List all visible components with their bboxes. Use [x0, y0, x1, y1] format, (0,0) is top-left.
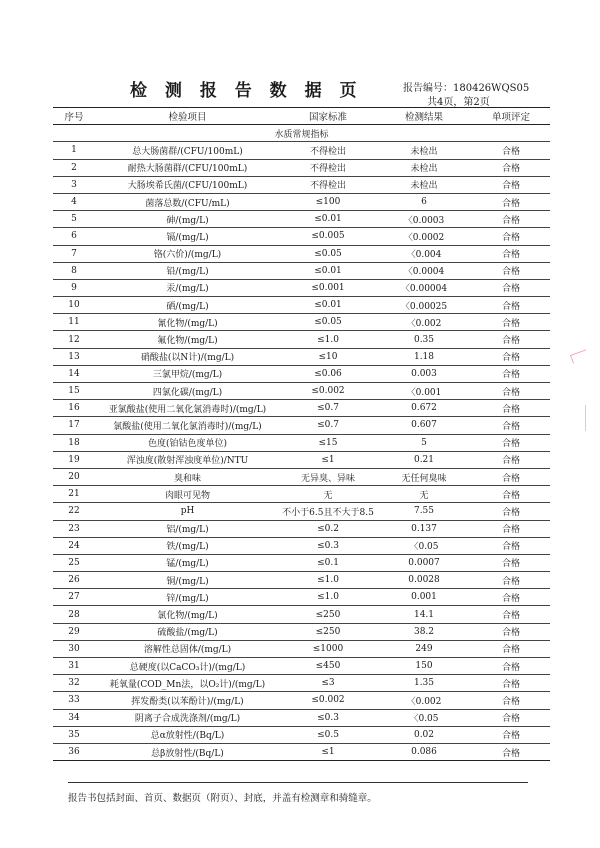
- cell-standard: ≤0.7: [317, 403, 339, 414]
- cell-result: 〈0.002: [406, 318, 442, 329]
- cell-result: 无: [419, 490, 429, 501]
- cell-item: 耐热大肠菌群/(CFU/100mL): [127, 164, 248, 175]
- cell-result: 0.001: [411, 592, 437, 603]
- table-row: [53, 297, 550, 314]
- table-row: [53, 246, 550, 263]
- cell-evaluation: 合格: [501, 284, 520, 295]
- cell-item: 色度(铂钴色度单位): [147, 439, 228, 450]
- cell-standard: ≤0.7: [317, 420, 339, 431]
- cell-evaluation: 合格: [501, 318, 520, 329]
- cell-standard: ≤450: [315, 661, 341, 672]
- data-table: [53, 107, 550, 761]
- cell-item: 总α放射性/(Bq/L): [150, 731, 225, 742]
- cell-item: 浑浊度(散射浑浊度单位)/NTU: [126, 456, 249, 467]
- cell-item: 溶解性总固体/(mg/L): [143, 645, 232, 656]
- cell-standard: ≤0.2: [317, 523, 339, 534]
- cell-result: 〈0.05: [409, 714, 439, 725]
- cell-item: pH: [180, 506, 195, 517]
- cell-item: 铝/(mg/L): [166, 525, 209, 536]
- table-header: [53, 108, 550, 125]
- col-header-evaluation: 单项评定: [491, 112, 530, 124]
- cell-standard: ≤250: [315, 626, 341, 637]
- table-body: [53, 142, 550, 760]
- cell-evaluation: 合格: [501, 215, 520, 226]
- cell-no: 21: [68, 489, 80, 500]
- cell-no: 5: [71, 214, 77, 225]
- cell-no: 28: [68, 609, 80, 620]
- cell-item: 菌落总数/(CFU/mL): [145, 198, 230, 209]
- cell-standard: ≤15: [318, 437, 338, 448]
- cell-result: 0.0007: [408, 557, 440, 568]
- table-row: [53, 710, 550, 727]
- cell-result: 〈0.0004: [403, 267, 445, 278]
- cell-no: 14: [68, 368, 80, 379]
- cell-item: 硫酸盐/(mg/L): [157, 628, 218, 639]
- table-row: [53, 589, 550, 606]
- cell-standard: ≤100: [315, 197, 341, 208]
- cell-result: 〈0.002: [406, 696, 442, 707]
- cell-result: 〈0.00025: [400, 301, 448, 312]
- table-row: [53, 624, 550, 641]
- cell-evaluation: 合格: [501, 267, 520, 278]
- cell-no: 29: [68, 626, 80, 637]
- cell-standard: ≤0.05: [314, 317, 342, 328]
- cell-standard: ≤1.0: [317, 334, 339, 345]
- cell-standard: ≤0.002: [311, 386, 345, 397]
- cell-result: 未检出: [410, 146, 438, 157]
- cell-standard: ≤0.001: [311, 282, 345, 293]
- cell-result: 无任何臭味: [401, 473, 447, 484]
- cell-result: 〈0.0002: [403, 232, 445, 243]
- cell-evaluation: 合格: [501, 542, 520, 553]
- table-row: [53, 641, 550, 658]
- table-row: [53, 469, 550, 486]
- table-row: [53, 349, 550, 366]
- cell-standard: ≤0.3: [317, 712, 339, 723]
- cell-no: 4: [71, 197, 77, 208]
- cell-no: 36: [68, 747, 80, 758]
- table-row: [53, 400, 550, 417]
- table-row: [53, 194, 550, 211]
- cell-item: 锌/(mg/L): [166, 593, 209, 604]
- cell-evaluation: 合格: [501, 611, 520, 622]
- cell-result: 〈0.00004: [400, 284, 448, 295]
- cell-no: 18: [68, 437, 80, 448]
- col-header-standard: 国家标准: [308, 112, 347, 124]
- cell-evaluation: 合格: [501, 593, 520, 604]
- table-row: [53, 435, 550, 452]
- cell-result: 38.2: [413, 626, 435, 637]
- table-row: [53, 366, 550, 383]
- cell-no: 7: [71, 248, 77, 259]
- col-header-result: 检测结果: [404, 112, 443, 124]
- cell-item: 总硬度(以CaCO₃计)/(mg/L): [129, 662, 246, 673]
- cell-no: 23: [68, 523, 80, 534]
- cell-standard: ≤0.002: [311, 695, 345, 706]
- cell-item: 氯化物/(mg/L): [157, 611, 218, 622]
- cell-result: 249: [415, 643, 433, 654]
- cell-no: 24: [68, 540, 80, 551]
- cell-evaluation: 合格: [501, 525, 520, 536]
- table-row: [53, 228, 550, 245]
- cell-standard: ≤0.05: [314, 248, 342, 259]
- cell-evaluation: 合格: [501, 146, 520, 157]
- cell-no: 17: [68, 420, 80, 431]
- cell-item: 臭和味: [173, 473, 201, 484]
- cell-evaluation: 合格: [501, 404, 520, 415]
- cell-no: 32: [68, 678, 80, 689]
- cell-result: 5: [421, 437, 427, 448]
- cell-item: 锰/(mg/L): [166, 559, 209, 570]
- footer-note: 报告书包括封面、首页、数据页（附页）、封底，并盖有检测章和骑缝章。: [68, 782, 528, 804]
- cell-standard: ≤0.005: [311, 231, 345, 242]
- cell-standard: 不小于6.5且不大于8.5: [282, 507, 374, 518]
- cell-item: 镉/(mg/L): [166, 232, 209, 243]
- table-row: [53, 383, 550, 400]
- cell-item: 铅/(mg/L): [166, 267, 209, 278]
- cell-result: 0.607: [411, 420, 437, 431]
- table-row: [53, 692, 550, 709]
- cell-result: 1.18: [413, 351, 435, 362]
- cell-evaluation: 合格: [501, 301, 520, 312]
- cell-no: 20: [68, 472, 80, 483]
- cell-standard: ≤3: [321, 678, 335, 689]
- cell-item: 总β放射性/(Bq/L): [151, 748, 224, 759]
- cell-evaluation: 合格: [501, 748, 520, 759]
- cell-item: 四氯化碳/(mg/L): [152, 387, 223, 398]
- cell-evaluation: 合格: [501, 353, 520, 364]
- cell-evaluation: 合格: [501, 198, 520, 209]
- cell-evaluation: 合格: [501, 576, 520, 587]
- cell-item: 阴离子合成洗涤剂/(mg/L): [134, 714, 241, 725]
- cell-item: 挥发酚类(以苯酚计)/(mg/L): [131, 696, 244, 707]
- table-row: [53, 555, 550, 572]
- page-info: 共4页，第2页: [427, 97, 490, 108]
- cell-no: 15: [68, 386, 80, 397]
- cell-item: 铜/(mg/L): [166, 576, 209, 587]
- cell-result: 〈0.004: [406, 250, 442, 261]
- cell-evaluation: 合格: [501, 628, 520, 639]
- cell-result: 0.137: [411, 523, 437, 534]
- cell-no: 16: [68, 403, 80, 414]
- cell-item: 硝酸盐(以N计)/(mg/L): [140, 353, 235, 364]
- cell-no: 30: [68, 643, 80, 654]
- cell-evaluation: 合格: [501, 662, 520, 673]
- cell-evaluation: 合格: [501, 559, 520, 570]
- table-row: [53, 314, 550, 331]
- table-row: [53, 538, 550, 555]
- cell-result: 〈0.001: [406, 387, 442, 398]
- cell-result: 0.672: [411, 403, 437, 414]
- cell-no: 33: [68, 695, 80, 706]
- cell-evaluation: 合格: [501, 181, 520, 192]
- table-row: [53, 727, 550, 744]
- cell-no: 27: [68, 592, 80, 603]
- seal-mark: [575, 405, 586, 431]
- cell-item: 砷/(mg/L): [166, 215, 209, 226]
- table-row: [53, 177, 550, 194]
- cell-item: 大肠埃希氏菌/(CFU/100mL): [127, 181, 248, 192]
- table-row: [53, 503, 550, 520]
- cell-standard: ≤10: [318, 351, 338, 362]
- cell-standard: ≤0.5: [317, 729, 339, 740]
- page-title: 检 测 报 告 数 据 页: [130, 81, 363, 101]
- cell-standard: 不得检出: [309, 181, 346, 192]
- cell-no: 34: [68, 712, 80, 723]
- cell-item: 亚氯酸盐(使用二氧化氯消毒时)/(mg/L): [108, 404, 267, 415]
- cell-evaluation: 合格: [501, 696, 520, 707]
- cell-no: 13: [68, 351, 80, 362]
- cell-no: 3: [71, 179, 77, 190]
- cell-evaluation: 合格: [501, 490, 520, 501]
- cell-standard: 不得检出: [309, 164, 346, 175]
- cell-item: 铁/(mg/L): [166, 542, 209, 553]
- table-row: [53, 452, 550, 469]
- cell-no: 10: [68, 300, 80, 311]
- cell-standard: ≤1: [321, 454, 335, 465]
- section-row: [53, 125, 550, 142]
- table-row: [53, 142, 550, 159]
- cell-standard: ≤0.3: [317, 540, 339, 551]
- col-header-item: 检验项目: [168, 112, 207, 124]
- cell-result: 0.35: [413, 334, 435, 345]
- cell-result: 未检出: [410, 164, 438, 175]
- cell-standard: ≤0.1: [317, 557, 339, 568]
- cell-item: 氰化物/(mg/L): [157, 318, 218, 329]
- cell-no: 25: [68, 557, 80, 568]
- cell-item: 硒/(mg/L): [166, 301, 209, 312]
- cell-standard: ≤1: [321, 747, 335, 758]
- cell-no: 6: [71, 231, 77, 242]
- cell-standard: ≤0.01: [314, 300, 342, 311]
- cell-no: 35: [68, 729, 80, 740]
- cell-result: 7.55: [413, 506, 435, 517]
- table-row: [53, 675, 550, 692]
- cell-evaluation: 合格: [501, 679, 520, 690]
- cell-item: 氯酸盐(使用二氧化氯消毒时)/(mg/L): [113, 421, 262, 432]
- cell-item: 总大肠菌群/(CFU/100mL): [132, 146, 243, 157]
- cell-item: 肉眼可见物: [164, 490, 210, 501]
- table-row: [53, 263, 550, 280]
- cell-evaluation: 合格: [501, 336, 520, 347]
- cell-result: 1.35: [413, 678, 435, 689]
- cell-evaluation: 合格: [501, 645, 520, 656]
- cell-no: 8: [71, 265, 77, 276]
- table-row: [53, 606, 550, 623]
- cell-result: 0.086: [411, 747, 437, 758]
- cell-result: 〈0.0003: [403, 215, 445, 226]
- table-row: [53, 417, 550, 434]
- cell-standard: ≤0.01: [314, 265, 342, 276]
- cell-item: 耗氧量(COD_Mn法，以O₂计)/(mg/L): [109, 679, 266, 690]
- cell-no: 9: [71, 282, 77, 293]
- cell-no: 2: [71, 162, 77, 173]
- cell-result: 150: [415, 661, 433, 672]
- table-row: [53, 658, 550, 675]
- table-row: [53, 572, 550, 589]
- cell-result: 14.1: [413, 609, 435, 620]
- cell-evaluation: 合格: [501, 250, 520, 261]
- cell-item: 铬(六价)/(mg/L): [153, 250, 222, 261]
- cell-evaluation: 合格: [501, 370, 520, 381]
- table-row: [53, 486, 550, 503]
- cell-no: 19: [68, 454, 80, 465]
- cell-no: 12: [68, 334, 80, 345]
- cell-item: 三氯甲烷/(mg/L): [152, 370, 223, 381]
- cell-standard: 无: [323, 490, 333, 501]
- cell-result: 0.0028: [408, 575, 440, 586]
- cell-standard: ≤1.0: [317, 575, 339, 586]
- seal-mark: [570, 349, 589, 363]
- cell-standard: ≤1000: [312, 643, 344, 654]
- table-row: [53, 280, 550, 297]
- table-row: [53, 211, 550, 228]
- cell-no: 31: [68, 661, 80, 672]
- cell-evaluation: 合格: [501, 456, 520, 467]
- cell-standard: ≤250: [315, 609, 341, 620]
- cell-evaluation: 合格: [501, 473, 520, 484]
- cell-no: 1: [71, 145, 77, 156]
- cell-standard: ≤0.06: [314, 368, 342, 379]
- cell-result: 0.21: [413, 454, 435, 465]
- cell-evaluation: 合格: [501, 164, 520, 175]
- col-header-no: 序号: [64, 112, 84, 124]
- table-row: [53, 744, 550, 760]
- table-row: [53, 160, 550, 177]
- cell-evaluation: 合格: [501, 387, 520, 398]
- cell-evaluation: 合格: [501, 232, 520, 243]
- cell-result: 0.003: [411, 368, 437, 379]
- cell-no: 11: [68, 317, 80, 328]
- cell-no: 22: [68, 506, 80, 517]
- report-number: 报告编号：180426WQS05: [403, 83, 530, 94]
- cell-no: 26: [68, 575, 80, 586]
- cell-evaluation: 合格: [501, 731, 520, 742]
- cell-standard: ≤0.01: [314, 214, 342, 225]
- table-row: [53, 331, 550, 348]
- cell-standard: 无异臭、异味: [300, 473, 355, 484]
- cell-evaluation: 合格: [501, 507, 520, 518]
- cell-item: 氟化物/(mg/L): [157, 336, 218, 347]
- cell-result: 〈0.05: [409, 542, 439, 553]
- cell-evaluation: 合格: [501, 421, 520, 432]
- cell-result: 0.02: [413, 729, 435, 740]
- cell-standard: ≤1.0: [317, 592, 339, 603]
- table-row: [53, 521, 550, 538]
- section-title: 水质常规指标: [274, 129, 329, 140]
- cell-result: 6: [421, 197, 427, 208]
- cell-item: 汞/(mg/L): [166, 284, 209, 295]
- cell-result: 未检出: [410, 181, 438, 192]
- cell-standard: 不得检出: [309, 146, 346, 157]
- cell-evaluation: 合格: [501, 714, 520, 725]
- cell-evaluation: 合格: [501, 439, 520, 450]
